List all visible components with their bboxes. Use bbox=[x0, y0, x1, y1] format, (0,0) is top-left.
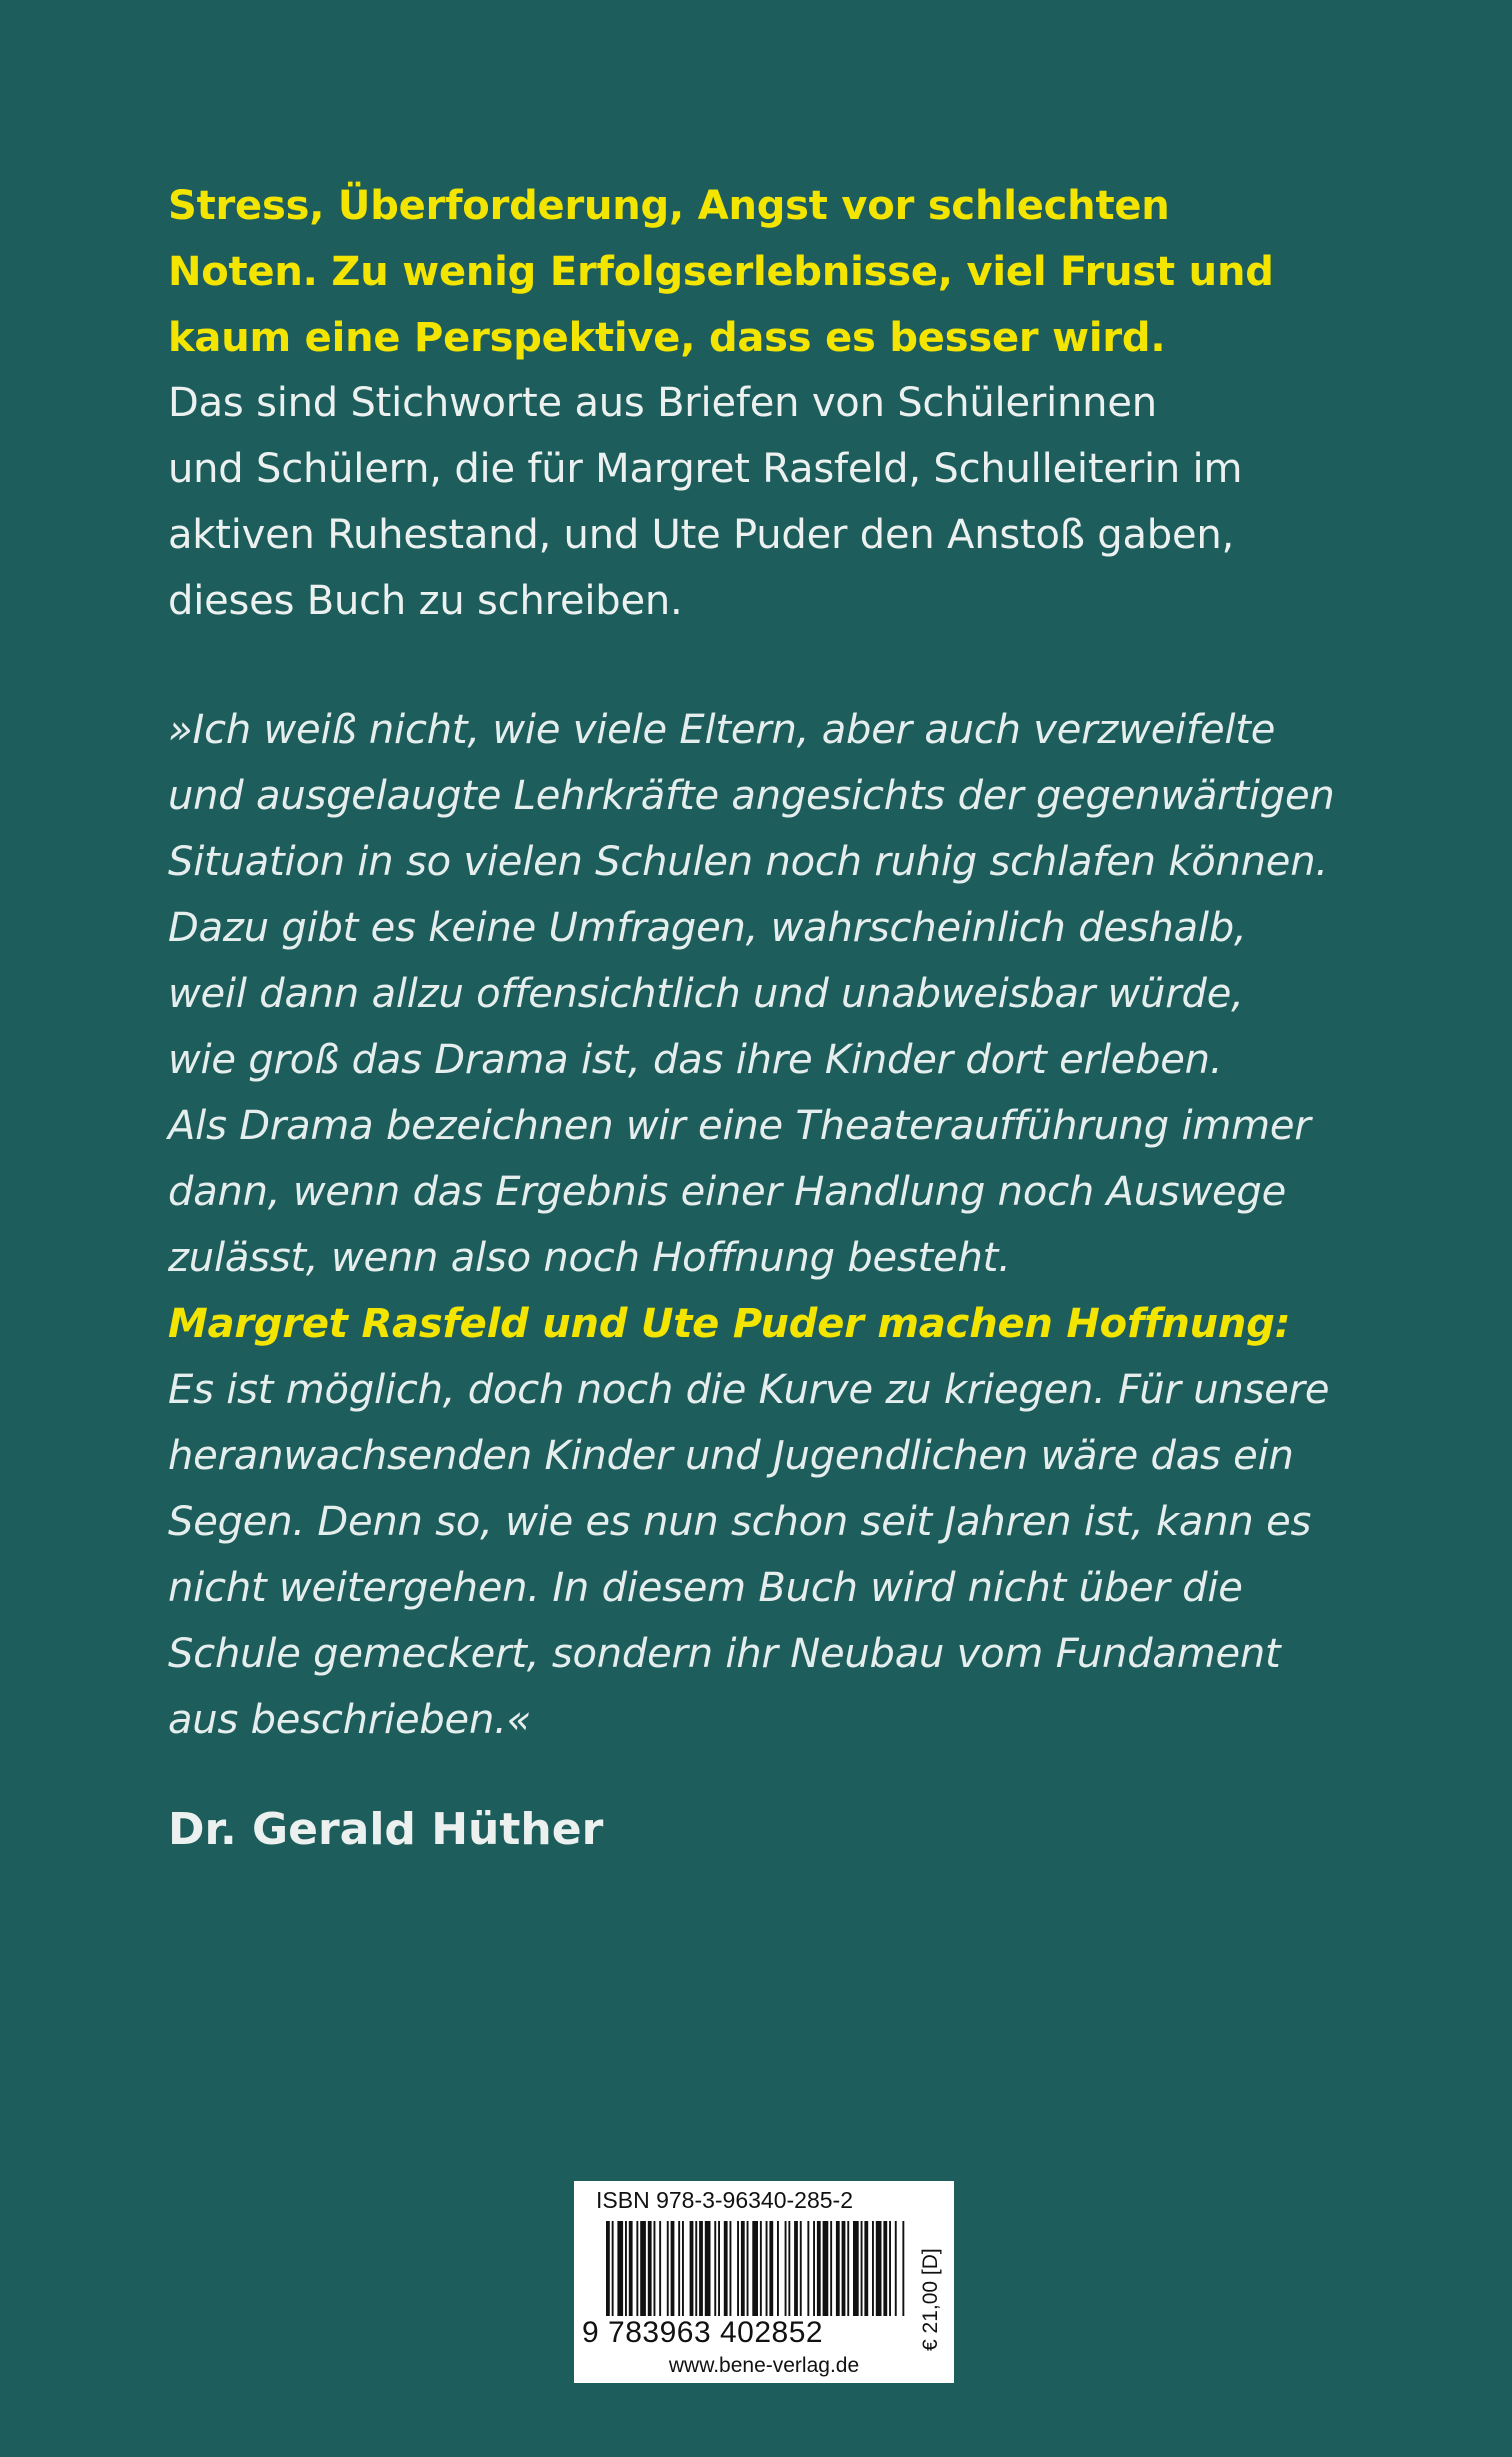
barcode-bar bbox=[872, 2221, 874, 2317]
barcode-bar bbox=[800, 2221, 802, 2317]
barcode-bar bbox=[617, 2221, 623, 2317]
barcode-bar bbox=[606, 2221, 610, 2327]
intro-highlight-line: kaum eine Perspektive, dass es besser wird. bbox=[168, 315, 1166, 361]
barcode-bar bbox=[648, 2221, 652, 2317]
barcode-bar bbox=[788, 2221, 790, 2317]
barcode-bar bbox=[902, 2221, 904, 2327]
quote-line: Als Drama bezeichnen wir eine Theateraufführung immer bbox=[168, 1103, 1311, 1149]
barcode-bar bbox=[678, 2221, 680, 2317]
barcode-bar bbox=[864, 2221, 868, 2317]
barcode-bar bbox=[817, 2221, 821, 2317]
quote-line: wie groß das Drama ist, das ihre Kinder dort erleben. bbox=[168, 1037, 1223, 1083]
quote-line: und ausgelaugte Lehrkräfte angesichts der gegenwärtigen bbox=[168, 773, 1335, 819]
barcode-bar bbox=[636, 2221, 638, 2317]
barcode-bar bbox=[629, 2221, 633, 2317]
barcode-bar bbox=[730, 2221, 732, 2317]
intro-body bbox=[168, 370, 1398, 634]
quote-line: zulässt, wenn also noch Hoffnung besteht. bbox=[168, 1235, 1011, 1281]
quote-highlight-line: Margret Rasfeld und Ute Puder machen Hoffnung: bbox=[168, 1301, 1291, 1347]
barcode-bar bbox=[682, 2221, 684, 2317]
price-text: € 21,00 [D] bbox=[919, 2248, 942, 2351]
barcode-bar bbox=[737, 2221, 739, 2317]
quote-line: Segen. Denn so, wie es nun schon seit Jahren ist, kann es bbox=[168, 1499, 1312, 1545]
barcode-bar bbox=[861, 2221, 863, 2317]
barcode-graphic bbox=[592, 2221, 910, 2327]
intro-body-line: und Schülern, die für Margret Rasfeld, Schulleiterin im bbox=[168, 446, 1243, 492]
barcode-bar bbox=[760, 2221, 762, 2317]
barcode-bar bbox=[766, 2221, 768, 2317]
barcode-bar bbox=[813, 2221, 815, 2317]
intro-highlight-line: Noten. Zu wenig Erfolgserlebnisse, viel Frust und bbox=[168, 249, 1274, 295]
barcode-bar bbox=[895, 2221, 897, 2327]
barcode-bar bbox=[830, 2221, 832, 2327]
quote-line: weil dann allzu offensichtlich und unabweisbar würde, bbox=[168, 971, 1244, 1017]
quote-line: heranwachsenden Kinder und Jugendlichen wäre das ein bbox=[168, 1433, 1294, 1479]
isbn-number: ISBN 978-3-96340-285-2 bbox=[596, 2187, 853, 2213]
publisher-website: www.bene-verlag.de bbox=[668, 2354, 860, 2377]
barcode-bar bbox=[785, 2221, 787, 2317]
barcode-bar bbox=[741, 2221, 745, 2317]
barcode-bar bbox=[718, 2221, 720, 2317]
quote-block bbox=[168, 697, 1398, 1753]
barcode-bar bbox=[612, 2221, 614, 2327]
barcode-bar bbox=[807, 2221, 809, 2317]
barcode-bar bbox=[640, 2221, 646, 2317]
barcode-bar bbox=[747, 2221, 749, 2317]
barcode-bar bbox=[836, 2221, 840, 2317]
quote-line: aus beschrieben.« bbox=[168, 1697, 532, 1743]
barcode-bar bbox=[695, 2221, 697, 2317]
barcode-bar bbox=[794, 2221, 798, 2317]
quote-line: Schule gemeckert, sondern ihr Neubau vom Fundament bbox=[168, 1631, 1281, 1677]
quote-line: Situation in so vielen Schulen noch ruhig schlafen können. bbox=[168, 839, 1328, 885]
quote-line: nicht weitergehen. In diesem Buch wird nicht über die bbox=[168, 1565, 1243, 1611]
barcode-bar bbox=[714, 2221, 716, 2317]
barcode-bar bbox=[690, 2221, 694, 2317]
barcode-bar bbox=[853, 2221, 859, 2317]
intro-body-line: Das sind Stichworte aus Briefen von Schülerinnen bbox=[168, 380, 1157, 426]
intro-highlight bbox=[168, 173, 1398, 371]
quote-line: dann, wenn das Ergebnis einer Handlung noch Auswege bbox=[168, 1169, 1287, 1215]
barcode-bar bbox=[667, 2221, 669, 2317]
barcode-bar bbox=[847, 2221, 849, 2317]
barcode bbox=[592, 2221, 910, 2327]
barcode-bar bbox=[823, 2221, 829, 2317]
barcode-bar bbox=[842, 2221, 846, 2317]
barcode-bar bbox=[705, 2221, 711, 2317]
intro-body-line: dieses Buch zu schreiben. bbox=[168, 578, 683, 624]
isbn-barcode-box bbox=[574, 2181, 954, 2383]
barcode-bar bbox=[625, 2221, 627, 2317]
quote-line: Es ist möglich, doch noch die Kurve zu kriegen. Für unsere bbox=[168, 1367, 1330, 1413]
quote-line: Dazu gibt es keine Umfragen, wahrscheinlich deshalb, bbox=[168, 905, 1247, 951]
ean-digits: 9 783963 402852 bbox=[582, 2316, 912, 2350]
quote-author: Dr. Gerald Hüther bbox=[168, 1804, 604, 1855]
intro-body-line: aktiven Ruhestand, und Ute Puder den Anstoß gaben, bbox=[168, 512, 1235, 558]
barcode-bar bbox=[876, 2221, 882, 2317]
barcode-bar bbox=[769, 2221, 773, 2317]
barcode-bar bbox=[889, 2221, 891, 2317]
quote-line: »Ich weiß nicht, wie viele Eltern, aber auch verzweifelte bbox=[168, 707, 1276, 753]
barcode-bar bbox=[654, 2221, 656, 2317]
intro-highlight-line: Stress, Überforderung, Angst vor schlechten bbox=[168, 183, 1170, 229]
barcode-bar bbox=[777, 2221, 779, 2317]
barcode-bar bbox=[699, 2221, 703, 2317]
barcode-bar bbox=[883, 2221, 887, 2317]
barcode-bar bbox=[752, 2221, 758, 2317]
barcode-bar bbox=[671, 2221, 675, 2317]
price-label bbox=[914, 2211, 950, 2357]
barcode-bar bbox=[724, 2221, 728, 2317]
barcode-bar bbox=[659, 2221, 661, 2317]
